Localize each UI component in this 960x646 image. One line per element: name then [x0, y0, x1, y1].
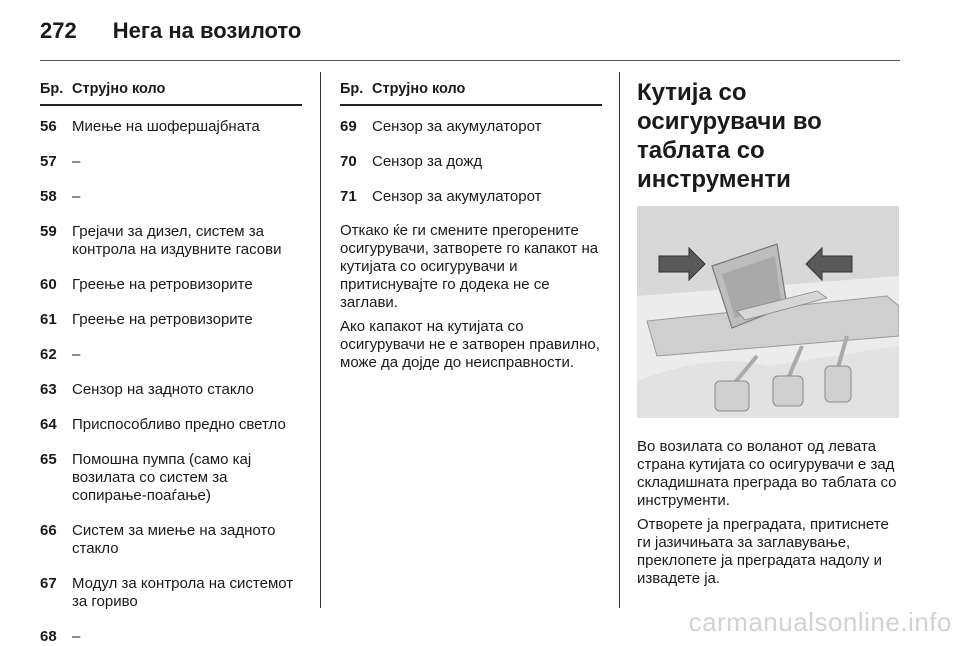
- table-header: [340, 80, 602, 106]
- circuit-description: Миење на шофершајбната: [72, 118, 260, 135]
- table-row: [40, 153, 302, 171]
- circuit-description: Модул за контрола на системот за гориво: [72, 575, 294, 610]
- header-divider: [40, 60, 900, 61]
- fuse-table-left: [40, 80, 302, 646]
- column-header-number: Бр.: [40, 81, 64, 97]
- table-header: [40, 80, 302, 106]
- watermark: carmanualsonline.info: [688, 607, 952, 637]
- table-row: [40, 575, 302, 611]
- table-row: [40, 276, 302, 294]
- circuit-description: Помошна пумпа (само кај возилата со систем за сопирање-поаѓање): [72, 451, 252, 504]
- column-header-circuit: Струјно коло: [72, 81, 166, 97]
- paragraph-malfunction-warning: Ако капакот на кутијата со осигурувачи не е затворен правилно, може да дојде до неисправности.: [340, 318, 600, 371]
- section-title: Кутија со осигурувачи во таблата со инструменти: [637, 79, 822, 193]
- fuse-number: 57: [40, 153, 57, 170]
- circuit-description: Грејачи за дизел, систем за контрола на издувните гасови: [72, 223, 282, 258]
- fuse-number: 61: [40, 311, 57, 328]
- circuit-description: –: [72, 628, 81, 645]
- table-row: [40, 451, 302, 505]
- paragraph-location: Во возилата со воланот од левата страна кутијата со осигурувачи е зад складишната преграда во таблата со инструменти.: [637, 438, 897, 509]
- column-header-circuit: Струјно коло: [372, 81, 466, 97]
- table-row: [40, 346, 302, 364]
- circuit-description: Греење на ретровизорите: [72, 311, 253, 328]
- table-row: [40, 223, 302, 259]
- table-row: [40, 416, 302, 434]
- clutch-pedal: [715, 381, 749, 411]
- fuse-number: 59: [40, 223, 57, 240]
- table-row: [40, 118, 302, 136]
- fuse-number: 70: [340, 153, 357, 170]
- circuit-description: Приспособливо предно светло: [72, 416, 286, 433]
- table-row: [40, 522, 302, 558]
- circuit-description: –: [72, 153, 81, 170]
- column-header-number: Бр.: [340, 81, 364, 97]
- circuit-description: –: [72, 346, 81, 363]
- fuse-number: 64: [40, 416, 57, 433]
- fuse-number: 58: [40, 188, 57, 205]
- paragraph-instructions: Отворете ја преградата, притиснете ги јазичињата за заглавување, преклопете ја преградата надолу и извадете ја.: [637, 516, 889, 587]
- paragraph-close-cover: Откако ќе ги смените прегорените осигурувачи, затворете го капакот на кутијата со осигурувачи и притиснувајте го додека не се заглави.: [340, 222, 599, 311]
- fuse-box-figure: [637, 206, 899, 418]
- table-row: [340, 188, 602, 206]
- table-row: [40, 188, 302, 206]
- accelerator-pedal: [825, 366, 851, 402]
- middle-column: [340, 80, 602, 372]
- fuse-number: 60: [40, 276, 57, 293]
- circuit-description: Сензор за акумулаторот: [372, 188, 542, 205]
- section-column: [637, 78, 899, 588]
- fuse-box-illustration: [637, 206, 899, 418]
- fuse-number: 65: [40, 451, 57, 468]
- column-divider-2: [619, 72, 620, 608]
- circuit-description: –: [72, 188, 81, 205]
- fuse-number: 69: [340, 118, 357, 135]
- table-row: [40, 311, 302, 329]
- circuit-description: Систем за миење на задното стакло: [72, 522, 276, 557]
- page-header: [40, 18, 301, 50]
- brake-pedal: [773, 376, 803, 406]
- fuse-number: 56: [40, 118, 57, 135]
- page-number: 272: [40, 18, 77, 43]
- table-row: [340, 153, 602, 171]
- page-title: Нега на возилото: [112, 18, 302, 43]
- fuse-number: 62: [40, 346, 57, 363]
- column-divider-1: [320, 72, 321, 608]
- fuse-number: 71: [340, 188, 357, 205]
- table-row: [40, 381, 302, 399]
- fuse-number: 66: [40, 522, 57, 539]
- fuse-number: 68: [40, 628, 57, 645]
- circuit-description: Сензор на задното стакло: [72, 381, 254, 398]
- table-row: [40, 628, 302, 646]
- circuit-description: Сензор за дожд: [372, 153, 483, 170]
- circuit-description: Сензор за акумулаторот: [372, 118, 542, 135]
- table-row: [340, 118, 602, 136]
- circuit-description: Греење на ретровизорите: [72, 276, 253, 293]
- fuse-number: 67: [40, 575, 57, 592]
- fuse-number: 63: [40, 381, 57, 398]
